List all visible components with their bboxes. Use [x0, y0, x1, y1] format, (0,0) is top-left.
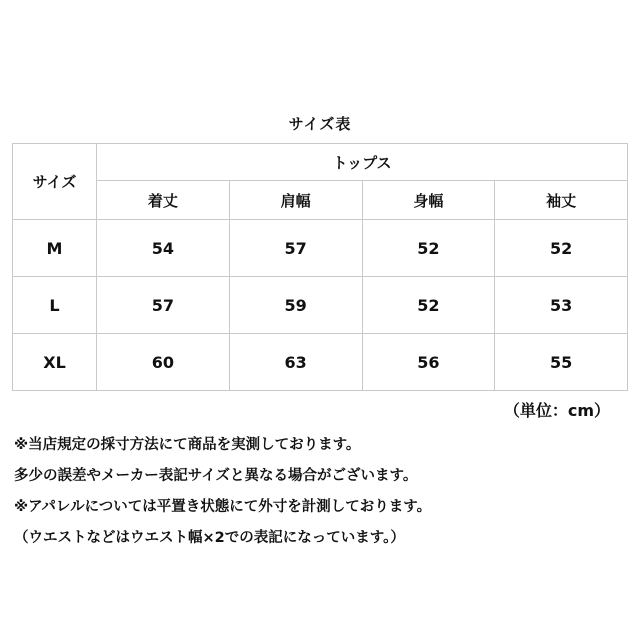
- table-cell: 54: [97, 220, 230, 277]
- table-cell: 59: [229, 277, 362, 334]
- column-header-row: [13, 181, 628, 220]
- table-cell: 60: [97, 334, 230, 391]
- row-size-label: M: [13, 220, 97, 277]
- note-line: ※アパレルについては平置き状態にて外寸を計測しております。: [14, 499, 432, 515]
- note-line: 多少の誤差やメーカー表記サイズと異なる場合がございます。: [14, 468, 418, 484]
- column-header-chest: 身幅: [362, 181, 495, 220]
- row-size-label: XL: [13, 334, 97, 391]
- table-cell: 56: [362, 334, 495, 391]
- column-header-length: 着丈: [97, 181, 230, 220]
- table-cell: 52: [362, 220, 495, 277]
- notes: [14, 430, 626, 554]
- column-header-sleeve: 袖丈: [495, 181, 628, 220]
- table-row: [13, 334, 628, 391]
- unit-label: （単位：cm）: [503, 401, 610, 420]
- table-cell: 63: [229, 334, 362, 391]
- tops-group-header: トップス: [97, 144, 628, 181]
- note-line: ※当店規定の採寸方法にて商品を実測しております。: [14, 437, 361, 453]
- table-cell: 53: [495, 277, 628, 334]
- table-cell: 52: [362, 277, 495, 334]
- table-cell: 55: [495, 334, 628, 391]
- table-row: [13, 220, 628, 277]
- size-table: [12, 143, 628, 391]
- page-title: サイズ表: [288, 115, 352, 133]
- column-header-shoulder: 肩幅: [229, 181, 362, 220]
- size-header-cell: サイズ: [13, 144, 97, 220]
- table-cell: 57: [229, 220, 362, 277]
- table-cell: 52: [495, 220, 628, 277]
- table-header-row: [13, 144, 628, 181]
- note-line: （ウエストなどはウエスト幅×2での表記になっています。）: [14, 530, 405, 546]
- row-size-label: L: [13, 277, 97, 334]
- table-row: [13, 277, 628, 334]
- table-cell: 57: [97, 277, 230, 334]
